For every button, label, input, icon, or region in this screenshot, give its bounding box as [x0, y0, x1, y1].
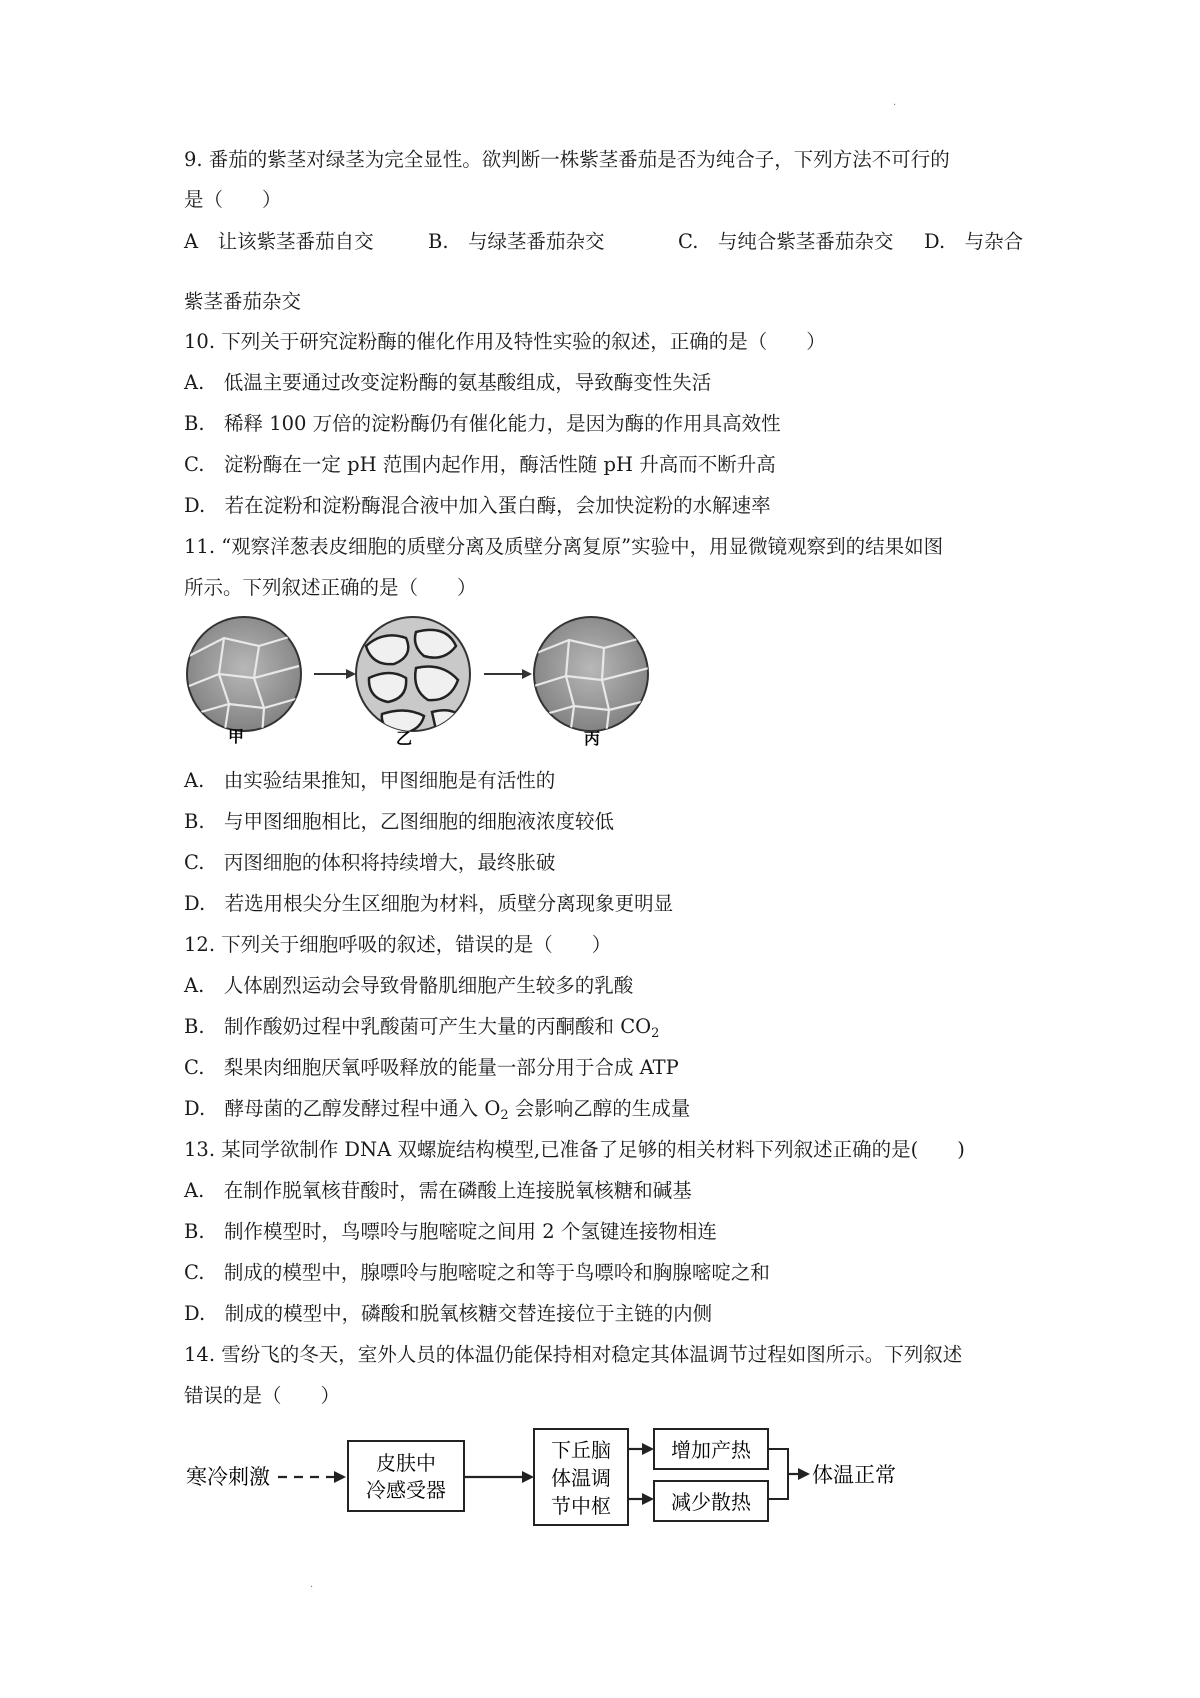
micrograph-c [534, 617, 649, 736]
q9-option-a: A 让该紫茎番茄自交 [184, 230, 374, 253]
figure-label-a: 甲 [228, 727, 245, 746]
q13-option-a: A. 在制作脱氧核苷酸时，需在磷酸上连接脱氧核糖和碱基 [184, 1179, 692, 1202]
q9-option-d: D. 与杂合 [924, 230, 1024, 253]
scan-dot: · [893, 100, 897, 111]
box-hypothalamus-line2: 体温调 [551, 1466, 611, 1490]
arrow-a-to-b [314, 669, 356, 679]
arrow-to-heat-production [628, 1443, 654, 1455]
figure-label-c: 丙 [584, 729, 601, 748]
q12-option-d-text: D. 酵母菌的乙醇发酵过程中通入 O [184, 1097, 501, 1120]
thermoregulation-flowchart [184, 1425, 924, 1535]
q10-option-d: D. 若在淀粉和淀粉酶混合液中加入蛋白酶，会加快淀粉的水解速率 [184, 494, 771, 517]
q13-option-b: B. 制作模型时，鸟嘌呤与胞嘧啶之间用 2 个氢键连接物相连 [184, 1220, 717, 1243]
q9-option-c: C. 与纯合紫茎番茄杂交 [678, 230, 894, 253]
q10-option-b: B. 稀释 100 万倍的淀粉酶仍有催化能力，是因为酶的作用具高效性 [184, 412, 781, 435]
q12-option-a: A. 人体剧烈运动会导致骨骼肌细胞产生较多的乳酸 [184, 974, 634, 997]
plasmolysis-figure [184, 616, 704, 748]
q11-option-d: D. 若选用根尖分生区细胞为材料，质壁分离现象更明显 [184, 892, 674, 915]
q12-option-c: C. 梨果肉细胞厌氧呼吸释放的能量一部分用于合成 ATP [184, 1056, 679, 1079]
micrograph-b [356, 617, 470, 734]
q14-stem-line2: 错误的是（ ） [184, 1384, 341, 1407]
box-increase-heat-production-label: 增加产热 [671, 1438, 751, 1462]
q9-option-d-continued: 紫茎番茄杂交 [184, 290, 302, 313]
q10-stem: 10. 下列关于研究淀粉酶的催化作用及特性实验的叙述，正确的是（ ） [184, 330, 826, 353]
arrow-to-heat-loss [628, 1493, 654, 1505]
q9-stem-line1: 9. 番茄的紫茎对绿茎为完全显性。欲判断一株紫茎番茄是否为纯合子，下列方法不可行的 [184, 148, 950, 171]
q11-option-b: B. 与甲图细胞相比，乙图细胞的细胞液浓度较低 [184, 810, 615, 833]
q11-stem-line2: 所示。下列叙述正确的是（ ） [184, 576, 477, 599]
merge-bracket [768, 1449, 810, 1499]
figure-label-b: 乙 [396, 729, 413, 748]
box-skin-receptor-line2: 冷感受器 [366, 1478, 446, 1502]
q13-stem: 13. 某同学欲制作 DNA 双螺旋结构模型,已准备了足够的相关材料下列叙述正确的是( ) [184, 1138, 965, 1161]
q11-option-a: A. 由实验结果推知，甲图细胞是有活性的 [184, 769, 556, 792]
box-skin-receptor-line1: 皮肤中 [376, 1451, 436, 1475]
q10-option-a: A. 低温主要通过改变淀粉酶的氨基酸组成，导致酶变性失活 [184, 371, 712, 394]
arrow-b-to-c [484, 669, 532, 679]
q12-option-b [184, 1013, 659, 1041]
micrograph-a [187, 616, 301, 736]
flow-end-text: 体温正常 [812, 1463, 896, 1487]
q9-option-b: B. 与绿茎番茄杂交 [428, 230, 605, 253]
q14-stem-line1: 14. 雪纷飞的冬天，室外人员的体温仍能保持相对稳定其体温调节过程如图所示。下列叙述 [184, 1343, 963, 1366]
dashed-arrow [278, 1471, 346, 1483]
q12-option-b-subscript: 2 [651, 1026, 660, 1041]
scan-dot-bottom: · [310, 1582, 314, 1593]
q12-stem: 12. 下列关于细胞呼吸的叙述，错误的是（ ） [184, 933, 612, 956]
q13-option-c: C. 制成的模型中，腺嘌呤与胞嘧啶之和等于鸟嘌呤和胸腺嘧啶之和 [184, 1261, 770, 1284]
q10-option-c: C. 淀粉酶在一定 pH 范围内起作用，酶活性随 pH 升高而不断升高 [184, 453, 776, 476]
q12-option-d [184, 1095, 690, 1123]
q12-option-d-subscript: 2 [500, 1108, 509, 1123]
arrow-receptor-to-hypothalamus [464, 1471, 534, 1483]
q11-option-c: C. 丙图细胞的体积将持续增大，最终胀破 [184, 851, 556, 874]
box-reduce-heat-loss-label: 减少散热 [671, 1490, 751, 1514]
q12-option-d-text-end: 会影响乙醇的生成量 [508, 1097, 691, 1120]
box-hypothalamus-line1: 下丘脑 [551, 1438, 611, 1462]
q13-option-d: D. 制成的模型中，磷酸和脱氧核糖交替连接位于主链的内侧 [184, 1302, 713, 1325]
flow-start-text: 寒冷刺激 [186, 1465, 270, 1489]
q11-stem-line1: 11. “观察洋葱表皮细胞的质壁分离及质壁分离复原”实验中，用显微镜观察到的结果如图 [184, 535, 944, 558]
q9-stem-line2: 是（ ） [184, 188, 282, 211]
q12-option-b-text: B. 制作酸奶过程中乳酸菌可产生大量的丙酮酸和 CO [184, 1015, 652, 1038]
box-hypothalamus-line3: 节中枢 [551, 1494, 611, 1518]
